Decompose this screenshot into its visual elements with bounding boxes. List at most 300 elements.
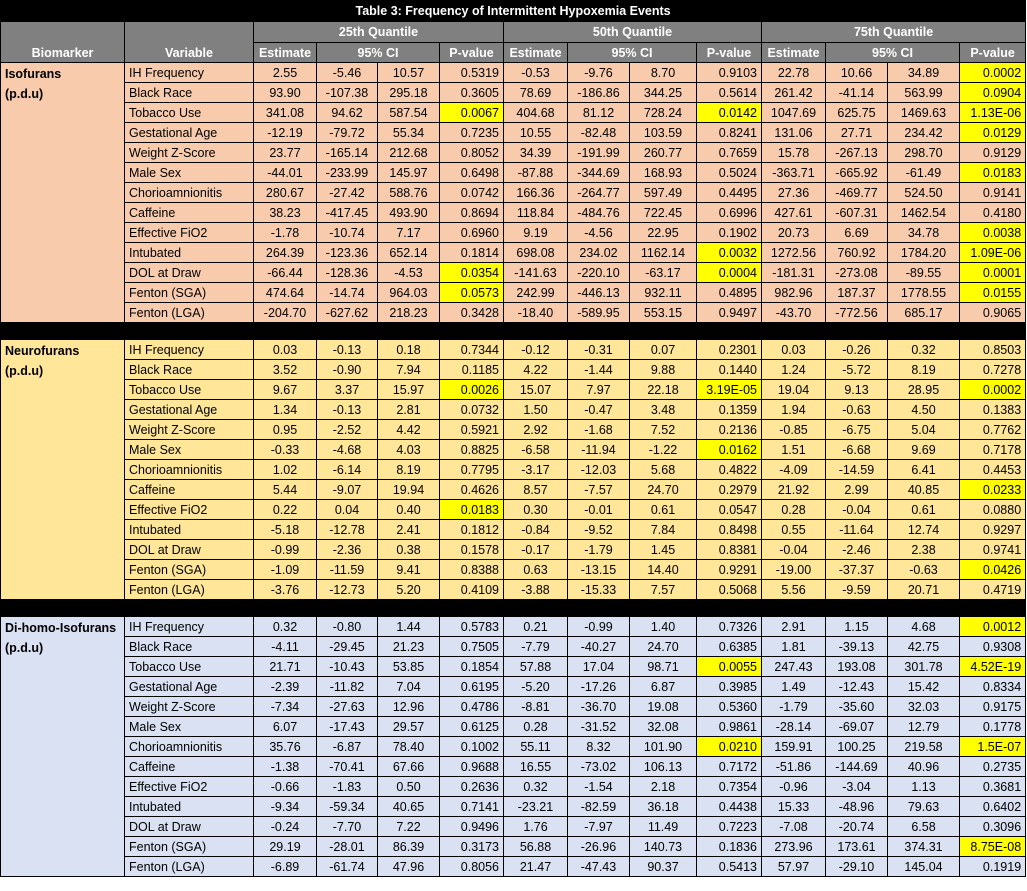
pvalue-cell: 0.7172 bbox=[697, 757, 762, 777]
pvalue-cell: 0.5783 bbox=[440, 617, 504, 637]
table-row bbox=[1, 540, 1026, 560]
ci-upper-cell: 0.07 bbox=[630, 340, 697, 360]
ci-lower-cell: -6.68 bbox=[826, 440, 888, 460]
variable-cell: Black Race bbox=[125, 83, 254, 103]
table-row bbox=[1, 183, 1026, 203]
ci-upper-cell: 15.42 bbox=[888, 677, 960, 697]
ci-lower-cell: -589.95 bbox=[568, 303, 630, 323]
ci-lower-cell: -7.70 bbox=[317, 817, 378, 837]
estimate-cell: 166.36 bbox=[504, 183, 568, 203]
estimate-cell: -1.09 bbox=[254, 560, 317, 580]
pvalue-cell: 0.3173 bbox=[440, 837, 504, 857]
estimate-cell: 21.47 bbox=[504, 857, 568, 877]
estimate-cell: 23.77 bbox=[254, 143, 317, 163]
pvalue-cell: 0.6960 bbox=[440, 223, 504, 243]
estimate-cell: 21.92 bbox=[762, 480, 826, 500]
pvalue-cell: 0.0904 bbox=[960, 83, 1026, 103]
pvalue-cell: 0.0183 bbox=[960, 163, 1026, 183]
table-title: Table 3: Frequency of Intermittent Hypoxemia Events bbox=[1, 1, 1026, 22]
ci-lower-cell: -2.52 bbox=[317, 420, 378, 440]
pvalue-cell: 0.2301 bbox=[697, 340, 762, 360]
estimate-cell: 57.88 bbox=[504, 657, 568, 677]
ci-lower-cell: -69.07 bbox=[826, 717, 888, 737]
table-row bbox=[1, 223, 1026, 243]
table-row bbox=[1, 757, 1026, 777]
ci-lower-cell: 193.08 bbox=[826, 657, 888, 677]
ci-lower-cell: -9.76 bbox=[568, 63, 630, 83]
pvalue-cell: 0.4822 bbox=[697, 460, 762, 480]
ci-lower-cell: -26.96 bbox=[568, 837, 630, 857]
table-row bbox=[1, 580, 1026, 600]
pvalue-cell: 0.1836 bbox=[697, 837, 762, 857]
table-row bbox=[1, 163, 1026, 183]
estimate-cell: -0.24 bbox=[254, 817, 317, 837]
table-row bbox=[1, 420, 1026, 440]
pvalue-cell: 0.0233 bbox=[960, 480, 1026, 500]
pvalue-cell: 0.1812 bbox=[440, 520, 504, 540]
ci-upper-cell: 1784.20 bbox=[888, 243, 960, 263]
ci-lower-cell: 10.66 bbox=[826, 63, 888, 83]
ci-lower-cell: -469.77 bbox=[826, 183, 888, 203]
pvalue-cell: 0.3605 bbox=[440, 83, 504, 103]
estimate-cell: -3.88 bbox=[504, 580, 568, 600]
estimate-cell: 1.50 bbox=[504, 400, 568, 420]
ci-upper-cell: 260.77 bbox=[630, 143, 697, 163]
pvalue-cell: 0.6402 bbox=[960, 797, 1026, 817]
estimate-cell: -12.19 bbox=[254, 123, 317, 143]
ci-upper-cell: 34.89 bbox=[888, 63, 960, 83]
pvalue-cell: 0.9496 bbox=[440, 817, 504, 837]
pvalue-cell: 0.4719 bbox=[960, 580, 1026, 600]
estimate-cell: -5.20 bbox=[504, 677, 568, 697]
ci-upper-cell: 0.61 bbox=[630, 500, 697, 520]
estimate-cell: 0.03 bbox=[762, 340, 826, 360]
estimate-cell: -363.71 bbox=[762, 163, 826, 183]
pvalue-cell: 0.7223 bbox=[697, 817, 762, 837]
pvalue-cell: 0.4895 bbox=[697, 283, 762, 303]
ci-lower-cell: -0.80 bbox=[317, 617, 378, 637]
ci-lower-cell: -607.31 bbox=[826, 203, 888, 223]
variable-cell: Weight Z-Score bbox=[125, 420, 254, 440]
ci-lower-cell: -82.59 bbox=[568, 797, 630, 817]
ci-upper-cell: 7.04 bbox=[378, 677, 440, 697]
ci-upper-cell: 1.45 bbox=[630, 540, 697, 560]
table-row bbox=[1, 500, 1026, 520]
variable-cell: Caffeine bbox=[125, 757, 254, 777]
ci-header: 95% CI bbox=[317, 43, 440, 63]
ci-upper-cell: 493.90 bbox=[378, 203, 440, 223]
ci-lower-cell: -14.59 bbox=[826, 460, 888, 480]
ci-lower-cell: -417.45 bbox=[317, 203, 378, 223]
ci-lower-cell: -2.46 bbox=[826, 540, 888, 560]
estimate-cell: -43.70 bbox=[762, 303, 826, 323]
ci-upper-cell: 2.41 bbox=[378, 520, 440, 540]
ci-upper-cell: 7.22 bbox=[378, 817, 440, 837]
ci-upper-cell: 7.52 bbox=[630, 420, 697, 440]
pvalue-cell: 3.19E-05 bbox=[697, 380, 762, 400]
ci-upper-cell: 34.78 bbox=[888, 223, 960, 243]
ci-lower-cell: -0.01 bbox=[568, 500, 630, 520]
pvalue-cell: 0.0004 bbox=[697, 263, 762, 283]
ci-lower-cell: 760.92 bbox=[826, 243, 888, 263]
estimate-cell: 16.55 bbox=[504, 757, 568, 777]
variable-cell: IH Frequency bbox=[125, 63, 254, 83]
variable-cell: IH Frequency bbox=[125, 617, 254, 637]
estimate-cell: -0.66 bbox=[254, 777, 317, 797]
ci-lower-cell: -233.99 bbox=[317, 163, 378, 183]
biomarker-cell bbox=[1, 617, 125, 877]
estimate-cell: -23.21 bbox=[504, 797, 568, 817]
ci-upper-cell: 86.39 bbox=[378, 837, 440, 857]
estimate-cell: 404.68 bbox=[504, 103, 568, 123]
ci-lower-cell: -665.92 bbox=[826, 163, 888, 183]
estimate-cell: -18.40 bbox=[504, 303, 568, 323]
estimate-cell: 1.02 bbox=[254, 460, 317, 480]
ci-upper-cell: 0.32 bbox=[888, 340, 960, 360]
ci-upper-cell: -0.63 bbox=[888, 560, 960, 580]
ci-upper-cell: 0.38 bbox=[378, 540, 440, 560]
ci-lower-cell: -9.59 bbox=[826, 580, 888, 600]
estimate-cell: -141.63 bbox=[504, 263, 568, 283]
variable-cell: Effective FiO2 bbox=[125, 223, 254, 243]
ci-lower-cell: -3.04 bbox=[826, 777, 888, 797]
ci-lower-cell: -191.99 bbox=[568, 143, 630, 163]
ci-upper-cell: 36.18 bbox=[630, 797, 697, 817]
separator-cell bbox=[1, 323, 1026, 340]
ci-upper-cell: 7.17 bbox=[378, 223, 440, 243]
estimate-cell: 474.64 bbox=[254, 283, 317, 303]
estimate-cell: -9.34 bbox=[254, 797, 317, 817]
variable-cell: Black Race bbox=[125, 360, 254, 380]
variable-cell: Caffeine bbox=[125, 203, 254, 223]
estimate-cell: 261.42 bbox=[762, 83, 826, 103]
pvalue-cell: 0.0426 bbox=[960, 560, 1026, 580]
variable-cell: Fenton (SGA) bbox=[125, 837, 254, 857]
pvalue-cell: 0.2636 bbox=[440, 777, 504, 797]
estimate-cell: 29.19 bbox=[254, 837, 317, 857]
variable-cell: DOL at Draw bbox=[125, 817, 254, 837]
estimate-cell: 1047.69 bbox=[762, 103, 826, 123]
ci-upper-cell: 55.34 bbox=[378, 123, 440, 143]
estimate-cell: 3.52 bbox=[254, 360, 317, 380]
ci-lower-cell: -82.48 bbox=[568, 123, 630, 143]
pvalue-cell: 0.1383 bbox=[960, 400, 1026, 420]
ci-upper-cell: 22.18 bbox=[630, 380, 697, 400]
estimate-cell: 0.55 bbox=[762, 520, 826, 540]
pvalue-cell: 0.0547 bbox=[697, 500, 762, 520]
ci-upper-cell: 5.68 bbox=[630, 460, 697, 480]
ci-lower-cell: -48.96 bbox=[826, 797, 888, 817]
ci-lower-cell: -0.13 bbox=[317, 400, 378, 420]
pvalue-cell: 0.5614 bbox=[697, 83, 762, 103]
estimate-cell: 78.69 bbox=[504, 83, 568, 103]
ci-lower-cell: -6.87 bbox=[317, 737, 378, 757]
estimate-cell: -0.12 bbox=[504, 340, 568, 360]
ci-upper-cell: 19.94 bbox=[378, 480, 440, 500]
ci-upper-cell: 19.08 bbox=[630, 697, 697, 717]
group-separator bbox=[1, 600, 1026, 617]
estimate-cell: 0.30 bbox=[504, 500, 568, 520]
ci-header: 95% CI bbox=[568, 43, 697, 63]
pvalue-cell: 0.8503 bbox=[960, 340, 1026, 360]
ci-upper-cell: 47.96 bbox=[378, 857, 440, 877]
estimate-header: Estimate bbox=[762, 43, 826, 63]
ci-lower-cell: -79.72 bbox=[317, 123, 378, 143]
ci-lower-cell: -6.75 bbox=[826, 420, 888, 440]
ci-lower-cell: -20.74 bbox=[826, 817, 888, 837]
ci-lower-cell: 3.37 bbox=[317, 380, 378, 400]
ci-upper-cell: 29.57 bbox=[378, 717, 440, 737]
pvalue-cell: 0.0001 bbox=[960, 263, 1026, 283]
table-row bbox=[1, 637, 1026, 657]
estimate-cell: 56.88 bbox=[504, 837, 568, 857]
pvalue-cell: 0.9308 bbox=[960, 637, 1026, 657]
estimate-cell: 0.95 bbox=[254, 420, 317, 440]
ci-lower-cell: 2.99 bbox=[826, 480, 888, 500]
ci-upper-cell: 685.17 bbox=[888, 303, 960, 323]
estimate-cell: -51.86 bbox=[762, 757, 826, 777]
ci-upper-cell: 964.03 bbox=[378, 283, 440, 303]
ci-upper-cell: 24.70 bbox=[630, 637, 697, 657]
estimate-cell: 15.07 bbox=[504, 380, 568, 400]
estimate-cell: 1.51 bbox=[762, 440, 826, 460]
estimate-cell: -0.17 bbox=[504, 540, 568, 560]
pvalue-cell: 0.1578 bbox=[440, 540, 504, 560]
ci-upper-cell: 8.19 bbox=[888, 360, 960, 380]
ci-lower-cell: 8.32 bbox=[568, 737, 630, 757]
ci-upper-cell: 14.40 bbox=[630, 560, 697, 580]
estimate-cell: -7.34 bbox=[254, 697, 317, 717]
pvalue-cell: 0.7141 bbox=[440, 797, 504, 817]
estimate-cell: -0.84 bbox=[504, 520, 568, 540]
ci-upper-cell: 6.58 bbox=[888, 817, 960, 837]
biomarker-unit: (p.d.u) bbox=[5, 364, 44, 378]
estimate-cell: -6.89 bbox=[254, 857, 317, 877]
ci-lower-cell: -59.34 bbox=[317, 797, 378, 817]
estimate-cell: 8.57 bbox=[504, 480, 568, 500]
estimate-cell: 0.63 bbox=[504, 560, 568, 580]
variable-cell: Weight Z-Score bbox=[125, 143, 254, 163]
ci-lower-cell: -1.79 bbox=[568, 540, 630, 560]
pvalue-cell: 0.4438 bbox=[697, 797, 762, 817]
pvalue-cell: 0.0026 bbox=[440, 380, 504, 400]
table-row bbox=[1, 617, 1026, 637]
ci-lower-cell: -29.45 bbox=[317, 637, 378, 657]
ci-upper-cell: 32.03 bbox=[888, 697, 960, 717]
ci-lower-cell: -107.38 bbox=[317, 83, 378, 103]
pvalue-cell: 0.9103 bbox=[697, 63, 762, 83]
estimate-cell: 5.56 bbox=[762, 580, 826, 600]
ci-lower-cell: -1.83 bbox=[317, 777, 378, 797]
table-row bbox=[1, 243, 1026, 263]
variable-cell: Male Sex bbox=[125, 717, 254, 737]
ci-lower-cell: -267.13 bbox=[826, 143, 888, 163]
ci-upper-cell: 722.45 bbox=[630, 203, 697, 223]
variable-cell: Tobacco Use bbox=[125, 103, 254, 123]
ci-lower-cell: -17.26 bbox=[568, 677, 630, 697]
ci-lower-cell: -0.47 bbox=[568, 400, 630, 420]
ci-upper-cell: 7.57 bbox=[630, 580, 697, 600]
ci-upper-cell: 6.41 bbox=[888, 460, 960, 480]
ci-lower-cell: -11.94 bbox=[568, 440, 630, 460]
ci-lower-cell: -11.64 bbox=[826, 520, 888, 540]
table-row bbox=[1, 520, 1026, 540]
ci-lower-cell: -144.69 bbox=[826, 757, 888, 777]
table-row bbox=[1, 123, 1026, 143]
estimate-cell: 15.33 bbox=[762, 797, 826, 817]
estimate-cell: 280.67 bbox=[254, 183, 317, 203]
ci-lower-cell: 7.97 bbox=[568, 380, 630, 400]
estimate-cell: -0.04 bbox=[762, 540, 826, 560]
table-row bbox=[1, 837, 1026, 857]
ci-upper-cell: 24.70 bbox=[630, 480, 697, 500]
estimate-cell: 1272.56 bbox=[762, 243, 826, 263]
ci-upper-cell: 79.63 bbox=[888, 797, 960, 817]
estimate-cell: 341.08 bbox=[254, 103, 317, 123]
estimate-cell: 0.32 bbox=[254, 617, 317, 637]
ci-upper-cell: 11.49 bbox=[630, 817, 697, 837]
estimate-cell: 0.28 bbox=[762, 500, 826, 520]
variable-cell: Weight Z-Score bbox=[125, 697, 254, 717]
ci-lower-cell: -7.97 bbox=[568, 817, 630, 837]
pvalue-cell: 0.3428 bbox=[440, 303, 504, 323]
pvalue-cell: 0.7762 bbox=[960, 420, 1026, 440]
biomarker-cell bbox=[1, 63, 125, 323]
ci-upper-cell: 1.40 bbox=[630, 617, 697, 637]
ci-upper-cell: 5.20 bbox=[378, 580, 440, 600]
ci-upper-cell: 932.11 bbox=[630, 283, 697, 303]
estimate-cell: 131.06 bbox=[762, 123, 826, 143]
ci-upper-cell: -89.55 bbox=[888, 263, 960, 283]
ci-lower-cell: -11.59 bbox=[317, 560, 378, 580]
ci-upper-cell: 295.18 bbox=[378, 83, 440, 103]
table-row bbox=[1, 777, 1026, 797]
pvalue-cell: 0.4786 bbox=[440, 697, 504, 717]
estimate-cell: 118.84 bbox=[504, 203, 568, 223]
pvalue-cell: 0.6125 bbox=[440, 717, 504, 737]
ci-upper-cell: 524.50 bbox=[888, 183, 960, 203]
pvalue-cell: 0.4495 bbox=[697, 183, 762, 203]
ci-lower-cell: -627.62 bbox=[317, 303, 378, 323]
ci-lower-cell: -35.60 bbox=[826, 697, 888, 717]
variable-cell: Chorioamnionitis bbox=[125, 460, 254, 480]
ci-upper-cell: 553.15 bbox=[630, 303, 697, 323]
estimate-cell: 159.91 bbox=[762, 737, 826, 757]
ci-upper-cell: 42.75 bbox=[888, 637, 960, 657]
ci-upper-cell: 0.18 bbox=[378, 340, 440, 360]
pvalue-cell: 0.5319 bbox=[440, 63, 504, 83]
pvalue-cell: 0.1002 bbox=[440, 737, 504, 757]
pvalue-cell: 0.0002 bbox=[960, 380, 1026, 400]
ci-lower-cell: 100.25 bbox=[826, 737, 888, 757]
estimate-cell: 10.55 bbox=[504, 123, 568, 143]
ci-upper-cell: 728.24 bbox=[630, 103, 697, 123]
ci-upper-cell: 4.50 bbox=[888, 400, 960, 420]
pvalue-cell: 8.75E-08 bbox=[960, 837, 1026, 857]
ci-lower-cell: -47.43 bbox=[568, 857, 630, 877]
ci-lower-cell: 0.04 bbox=[317, 500, 378, 520]
ci-lower-cell: 173.61 bbox=[826, 837, 888, 857]
estimate-cell: -0.53 bbox=[504, 63, 568, 83]
pvalue-cell: 0.5413 bbox=[697, 857, 762, 877]
ci-upper-cell: 1.13 bbox=[888, 777, 960, 797]
table-row bbox=[1, 797, 1026, 817]
table-row bbox=[1, 303, 1026, 323]
variable-cell: Fenton (LGA) bbox=[125, 857, 254, 877]
ci-lower-cell: -344.69 bbox=[568, 163, 630, 183]
pvalue-cell: 0.8498 bbox=[697, 520, 762, 540]
ci-upper-cell: 103.59 bbox=[630, 123, 697, 143]
ci-lower-cell: -10.74 bbox=[317, 223, 378, 243]
ci-lower-cell: -4.68 bbox=[317, 440, 378, 460]
estimate-cell: 698.08 bbox=[504, 243, 568, 263]
ci-upper-cell: 2.81 bbox=[378, 400, 440, 420]
pvalue-cell: 0.6996 bbox=[697, 203, 762, 223]
ci-lower-cell: -0.63 bbox=[826, 400, 888, 420]
estimate-cell: -3.17 bbox=[504, 460, 568, 480]
ci-lower-cell: -165.14 bbox=[317, 143, 378, 163]
variable-cell: Tobacco Use bbox=[125, 657, 254, 677]
table-row bbox=[1, 697, 1026, 717]
biomarker-unit: (p.d.u) bbox=[5, 641, 44, 655]
pvalue-cell: 0.4626 bbox=[440, 480, 504, 500]
pvalue-cell: 0.2136 bbox=[697, 420, 762, 440]
variable-cell: Effective FiO2 bbox=[125, 777, 254, 797]
estimate-cell: -5.18 bbox=[254, 520, 317, 540]
pvalue-cell: 0.5068 bbox=[697, 580, 762, 600]
table-row bbox=[1, 560, 1026, 580]
estimate-cell: 22.78 bbox=[762, 63, 826, 83]
estimate-cell: 0.21 bbox=[504, 617, 568, 637]
ci-lower-cell: -2.36 bbox=[317, 540, 378, 560]
ci-lower-cell: -12.03 bbox=[568, 460, 630, 480]
ci-lower-cell: -27.42 bbox=[317, 183, 378, 203]
pvalue-cell: 0.8825 bbox=[440, 440, 504, 460]
variable-cell: Intubated bbox=[125, 243, 254, 263]
table-body bbox=[1, 63, 1026, 877]
pvalue-cell: 0.9688 bbox=[440, 757, 504, 777]
pvalue-cell: 0.9175 bbox=[960, 697, 1026, 717]
variable-cell: Chorioamnionitis bbox=[125, 737, 254, 757]
ci-upper-cell: 4.03 bbox=[378, 440, 440, 460]
ci-lower-cell: 234.02 bbox=[568, 243, 630, 263]
ci-lower-cell: -0.13 bbox=[317, 340, 378, 360]
estimate-cell: 0.28 bbox=[504, 717, 568, 737]
pvalue-cell: 0.0210 bbox=[697, 737, 762, 757]
estimate-cell: -4.09 bbox=[762, 460, 826, 480]
estimate-cell: 34.39 bbox=[504, 143, 568, 163]
pvalue-cell: 0.9741 bbox=[960, 540, 1026, 560]
pvalue-cell: 0.5024 bbox=[697, 163, 762, 183]
ci-upper-cell: 374.31 bbox=[888, 837, 960, 857]
pvalue-cell: 0.7235 bbox=[440, 123, 504, 143]
pvalue-cell: 0.0162 bbox=[697, 440, 762, 460]
pvalue-header: P-value bbox=[697, 43, 762, 63]
variable-cell: Fenton (LGA) bbox=[125, 580, 254, 600]
pvalue-cell: 0.0742 bbox=[440, 183, 504, 203]
variable-cell: Caffeine bbox=[125, 480, 254, 500]
ci-upper-cell: 12.74 bbox=[888, 520, 960, 540]
ci-lower-cell: -5.72 bbox=[826, 360, 888, 380]
estimate-cell: -0.99 bbox=[254, 540, 317, 560]
estimate-cell: -4.11 bbox=[254, 637, 317, 657]
ci-upper-cell: 6.87 bbox=[630, 677, 697, 697]
variable-cell: Chorioamnionitis bbox=[125, 183, 254, 203]
biomarker-name: Di-homo-Isofurans bbox=[5, 621, 117, 635]
ci-upper-cell: 22.95 bbox=[630, 223, 697, 243]
pvalue-cell: 0.1440 bbox=[697, 360, 762, 380]
pvalue-cell: 0.7344 bbox=[440, 340, 504, 360]
